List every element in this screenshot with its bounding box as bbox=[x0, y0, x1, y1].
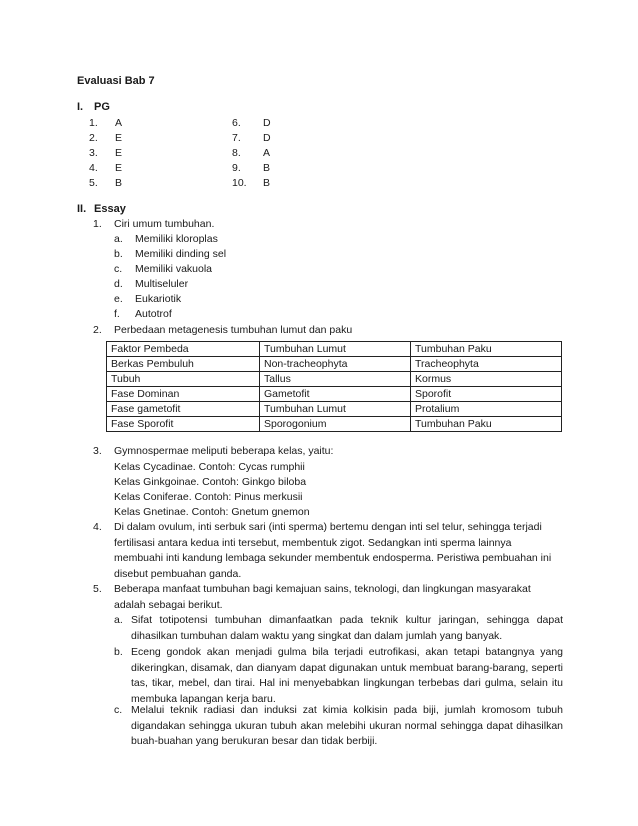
answer-row bbox=[232, 146, 270, 161]
question-text: Gymnospermae meliputi beberapa kelas, yaitu: bbox=[114, 445, 334, 457]
section-title: Essay bbox=[94, 203, 126, 215]
question-text: Perbedaan metagenesis tumbuhan lumut dan paku bbox=[114, 324, 353, 336]
answer-value: D bbox=[263, 117, 271, 129]
answer-number: 7. bbox=[232, 132, 241, 144]
item-text: Autotrof bbox=[135, 308, 172, 320]
answer-value: A bbox=[263, 147, 271, 159]
answer-number: 4. bbox=[89, 162, 98, 174]
table-cell: Faktor Pembeda bbox=[107, 342, 260, 357]
item-text: Multiseluler bbox=[135, 278, 189, 290]
item-letter: b. bbox=[114, 248, 123, 260]
section-title: PG bbox=[94, 101, 110, 113]
answer-row bbox=[89, 116, 122, 131]
item-letter: b. bbox=[114, 646, 123, 658]
list-item: Kelas Cycadinae. Contoh: Cycas rumphii bbox=[114, 461, 305, 473]
answer-row bbox=[89, 146, 122, 161]
answer-row bbox=[89, 131, 122, 146]
table-cell: Fase Sporofit bbox=[107, 417, 260, 432]
answer-number: 3. bbox=[89, 147, 98, 159]
list-item: Kelas Coniferae. Contoh: Pinus merkusii bbox=[114, 491, 303, 503]
table-cell: Tallus bbox=[260, 372, 411, 387]
item-letter: c. bbox=[114, 263, 123, 275]
table-row bbox=[107, 357, 562, 372]
essay-question-3 bbox=[93, 444, 333, 459]
essay-question-2 bbox=[93, 323, 352, 338]
table-cell: Tracheophyta bbox=[411, 357, 562, 372]
question-text: Ciri umum tumbuhan. bbox=[114, 218, 215, 230]
item-letter: d. bbox=[114, 278, 123, 290]
section-pg-heading bbox=[77, 101, 110, 113]
answer-value: B bbox=[263, 177, 271, 189]
question-number: 1. bbox=[93, 218, 102, 230]
item-letter: a. bbox=[114, 614, 123, 626]
item-text: Memiliki dinding sel bbox=[135, 248, 227, 260]
answer-value: E bbox=[115, 132, 123, 144]
list-item bbox=[114, 292, 181, 307]
item-letter: a. bbox=[114, 233, 123, 245]
table-cell: Tumbuhan Lumut bbox=[260, 402, 411, 417]
table-row bbox=[107, 387, 562, 402]
answer-value: E bbox=[115, 147, 123, 159]
comparison-table bbox=[106, 341, 562, 432]
section-essay-heading bbox=[77, 203, 126, 215]
essay-question-1 bbox=[93, 217, 214, 232]
answer-value: D bbox=[263, 132, 271, 144]
answer-value: B bbox=[263, 162, 271, 174]
table-header-row bbox=[107, 342, 562, 357]
question-number: 2. bbox=[93, 324, 102, 336]
table-cell: Protalium bbox=[411, 402, 562, 417]
answer-value: B bbox=[115, 177, 123, 189]
answer-number: 1. bbox=[89, 117, 98, 129]
item-text: Memiliki kloroplas bbox=[135, 233, 218, 245]
table-cell: Tumbuhan Lumut bbox=[260, 342, 411, 357]
essay-answer-4: Di dalam ovulum, inti serbuk sari (inti sperma) bertemu dengan inti sel telur, sehingga terjadi fertilisasi antara kedua inti tersebut, membentuk zigot. Sedangkan inti sperma lainnya membuahi inti kandung lembaga sekunder membentuk endosperma. Peristiwa pembuahan ini disebut pembuahan ganda. bbox=[114, 521, 552, 580]
answer-number: 5. bbox=[89, 177, 98, 189]
answer-row bbox=[232, 176, 270, 191]
section-number: I. bbox=[77, 101, 84, 113]
item-text: Memiliki vakuola bbox=[135, 263, 213, 275]
table-cell: Non-tracheophyta bbox=[260, 357, 411, 372]
list-item: Eceng gondok akan menjadi gulma bila terjadi eutrofikasi, akan tetapi batangnya yang dikeringkan, disamak, dan dianyam dapat digunakan untuk membuat barang-barang, seperti tas, tikar, mebel, dan tirai. Hal ini menyebabkan lingkungan terbebas dari gulma, selain itu membuka lapangan kerja baru. bbox=[131, 646, 563, 705]
list-item bbox=[114, 277, 188, 292]
answer-number: 9. bbox=[232, 162, 241, 174]
table-row bbox=[107, 402, 562, 417]
table-row bbox=[107, 417, 562, 432]
list-item: Kelas Ginkgoinae. Contoh: Ginkgo biloba bbox=[114, 476, 307, 488]
table-cell: Berkas Pembuluh bbox=[107, 357, 260, 372]
answer-row bbox=[232, 116, 271, 131]
answer-value: A bbox=[115, 117, 123, 129]
table-cell: Fase gametofit bbox=[107, 402, 260, 417]
answer-row bbox=[89, 176, 122, 191]
table-cell: Sporofit bbox=[411, 387, 562, 402]
item-text: Eukariotik bbox=[135, 293, 182, 305]
answer-row bbox=[232, 131, 271, 146]
answer-value: E bbox=[115, 162, 123, 174]
answer-number: 8. bbox=[232, 147, 241, 159]
list-item bbox=[114, 262, 212, 277]
essay-question-5-text: Beberapa manfaat tumbuhan bagi kemajuan sains, teknologi, dan lingkungan masyarakat adalah sebagai berikut. bbox=[114, 583, 531, 611]
list-item bbox=[114, 232, 218, 247]
table-row bbox=[107, 372, 562, 387]
table-cell: Sporogonium bbox=[260, 417, 411, 432]
table-cell: Fase Dominan bbox=[107, 387, 260, 402]
question-number: 4. bbox=[93, 521, 102, 533]
table-cell: Kormus bbox=[411, 372, 562, 387]
item-letter: e. bbox=[114, 293, 123, 305]
table-cell: Gametofit bbox=[260, 387, 411, 402]
answer-number: 2. bbox=[89, 132, 98, 144]
answer-number: 10. bbox=[232, 177, 247, 189]
question-number: 3. bbox=[93, 445, 102, 457]
list-item bbox=[114, 307, 172, 322]
table-cell: Tumbuhan Paku bbox=[411, 417, 562, 432]
list-item: Sifat totipotensi tumbuhan dimanfaatkan pada teknik kultur jaringan, sehingga dapat dihasilkan tumbuhan dalam waktu yang singkat dan dalam jumlah yang banyak. bbox=[131, 614, 563, 642]
list-item: Kelas Gnetinae. Contoh: Gnetum gnemon bbox=[114, 506, 310, 518]
table-cell: Tubuh bbox=[107, 372, 260, 387]
table-cell: Tumbuhan Paku bbox=[411, 342, 562, 357]
item-letter: f. bbox=[114, 308, 120, 320]
document-title: Evaluasi Bab 7 bbox=[77, 75, 155, 87]
list-item bbox=[114, 247, 226, 262]
question-number: 5. bbox=[93, 583, 102, 595]
section-number: II. bbox=[77, 203, 87, 215]
list-item: Melalui teknik radiasi dan induksi zat kimia kolkisin pada biji, jumlah kromosom tubuh digandakan sehingga ukuran tubuh akan melebihi ukuran normal sehingga dapat dihasilkan buah-buahan yang berukuran besar dan tidak berbiji. bbox=[131, 704, 563, 747]
answer-row bbox=[232, 161, 270, 176]
answer-number: 6. bbox=[232, 117, 241, 129]
answer-row bbox=[89, 161, 122, 176]
item-letter: c. bbox=[114, 704, 123, 716]
